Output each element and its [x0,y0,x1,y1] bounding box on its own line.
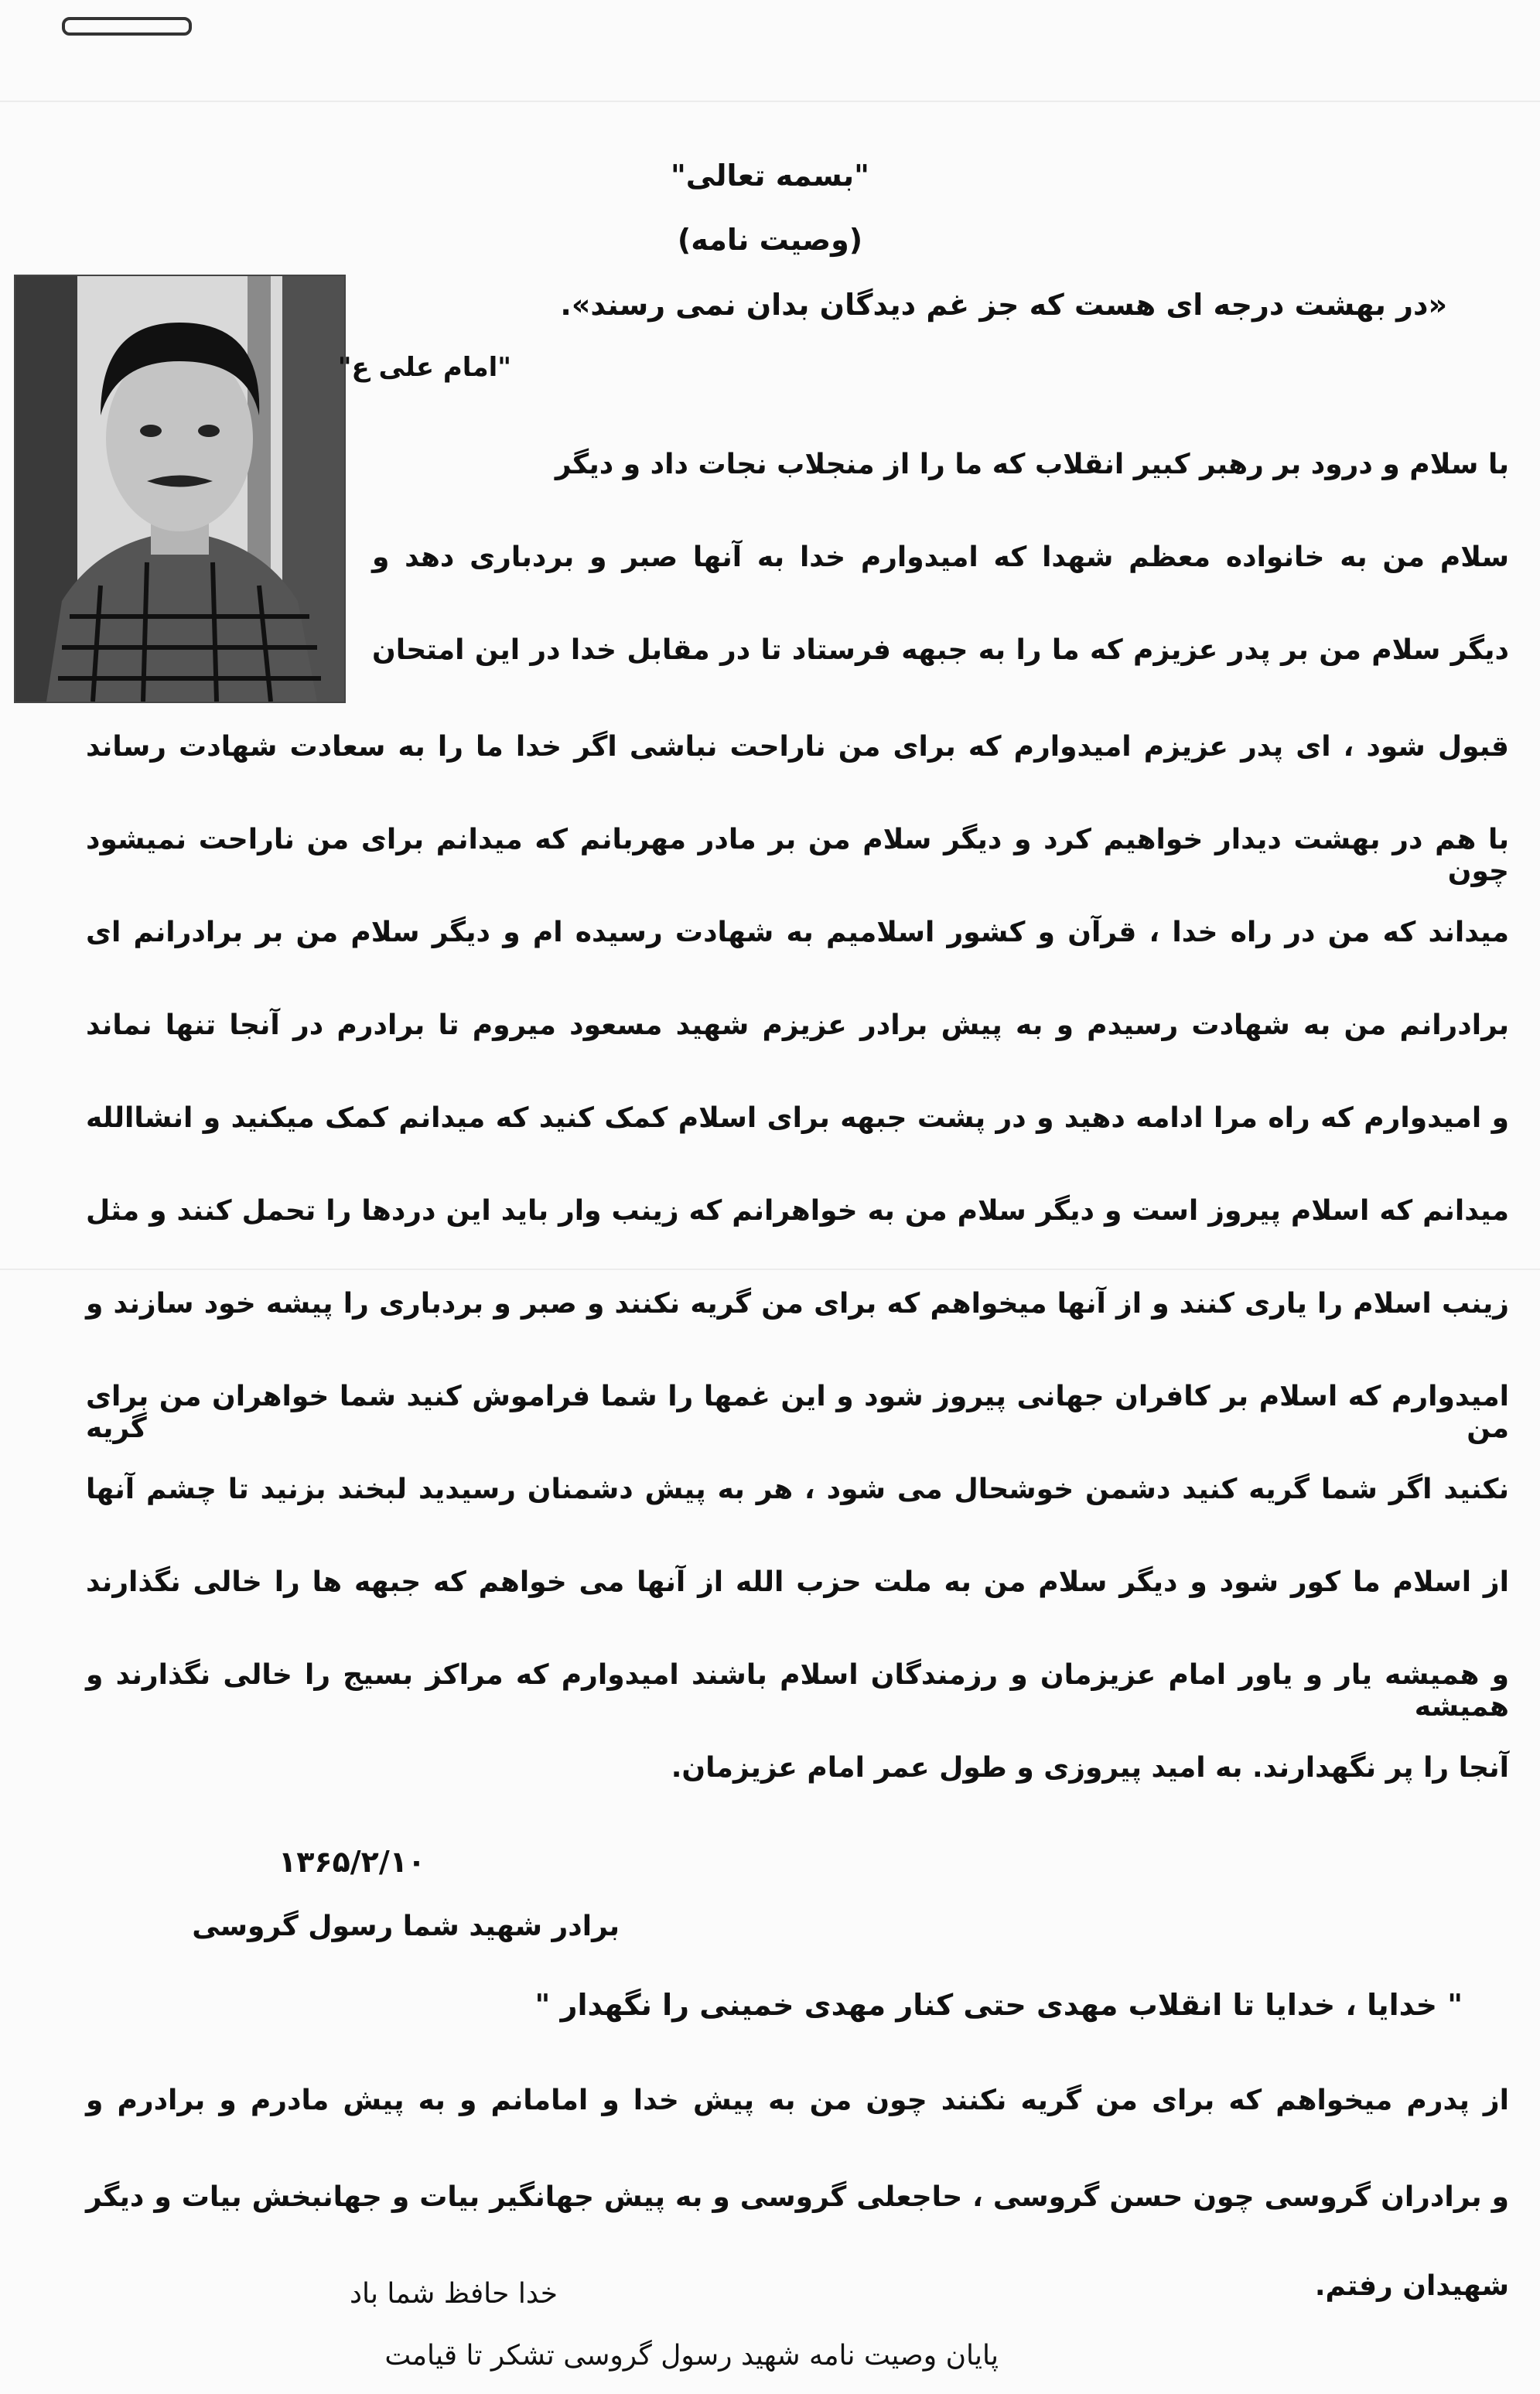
body-line: و همیشه یار و یاور امام عزیزمان و رزمندگان اسلام باشند امیدوارم که مراکز بسیج را خالی نگذارند و همیشه [86,1659,1509,1723]
closing-line: از پدرم میخواهم که برای من گریه نکنند چون من به پیش خدا و امامانم و به پیش مادرم و برادرم و [86,2085,1509,2116]
body-line: از اسلام ما کور شود و دیگر سلام من به ملت حزب الله از آنها می خواهم که جبهه ها را خالی نگذارند [86,1566,1509,1598]
body-line: سلام من به خانواده معظم شهدا که امیدوارم خدا به آنها صبر و بردباری دهد و [372,541,1509,573]
signature: برادر شهید شما رسول گروسی [192,1911,620,1942]
farewell: خدا حافظ شما باد [349,2278,558,2310]
portrait-image [15,276,344,702]
body-line: میداند که من در راه خدا ، قرآن و کشور اسلامیم به شهادت رسیده ام و دیگر سلام من بر برادرانم ای [86,917,1509,948]
opening-quote: «در بهشت درجه ای هست که جز غم دیدگان بدان نمی رسند». [560,288,1447,322]
body-line: برادرانم من به شهادت رسیدم و به پیش برادر عزیزم شهید مسعود میروم تا برادرم در آنجا تنها نماند [86,1009,1509,1041]
closing-line: و برادران گروسی چون حسن گروسی ، حاجعلی گروسی و به پیش جهانگیر بیات و جهانبخش بیات و دیگر [86,2181,1509,2213]
document-subtitle: (وصیت نامه) [677,223,863,257]
staple-mark [62,17,192,36]
body-line: نکنید اگر شما گریه کنید دشمن خوشحال می شود ، هر به پیش دشمنان رسیدید لبخند بزنید تا چشم آنها [86,1474,1509,1505]
body-line: با هم در بهشت دیدار خواهیم کرد و دیگر سلام من بر مادر مهربانم که میدانم برای من ناراحت نمیشود چون [86,824,1509,887]
prayer-line: " خدایا ، خدایا تا انقلاب مهدی حتی کنار مهدی خمینی را نگهدار " [534,1988,1463,2022]
end-note: پایان وصیت نامه شهید رسول گروسی تشکر تا قیامت [384,2340,999,2372]
body-line: و امیدوارم که راه مرا ادامه دهید و در پشت جبهه برای اسلام کمک کنید که میدانم کمک میکنید و انشاالله [86,1102,1509,1134]
fold-line [0,101,1540,102]
letter-date: ۱۳۶۵/۲/۱۰ [278,1845,426,1879]
fold-line [0,1269,1540,1270]
body-line: زینب اسلام را یاری کنند و از آنها میخواهم که برای من گریه نکنند و صبر و بردباری را پیشه خود سازند و [86,1288,1509,1320]
body-line: قبول شود ، ای پدر عزیزم امیدوارم که برای من ناراحت نباشی اگر خدا ما را به سعادت شهادت رساند [86,731,1509,763]
body-line: امیدوارم که اسلام بر کافران جهانی پیروز شود و این غمها را شما فراموش کنید شما خواهران من برای من گریه [86,1381,1509,1444]
document-title: "بسمه تعالی" [671,159,869,193]
body-line: میدانم که اسلام پیروز است و دیگر سلام من به خواهرانم که زینب وار باید این دردها را تحمل کنند و مثل [86,1195,1509,1227]
quote-attribution: "امام علی ع" [337,352,511,383]
closing-line: شهیدان رفتم. [1314,2270,1509,2302]
body-line: آنجا را پر نگهدارند. به امید پیروزی و طول عمر امام عزیزمان. [671,1752,1509,1784]
body-line: با سلام و درود بر رهبر کبیر انقلاب که ما را از منجلاب نجات داد و دیگر [555,449,1509,480]
body-line: دیگر سلام من بر پدر عزیزم که ما را به جبهه فرستاد تا در مقابل خدا در این امتحان [372,634,1509,666]
portrait-photo [14,275,346,703]
